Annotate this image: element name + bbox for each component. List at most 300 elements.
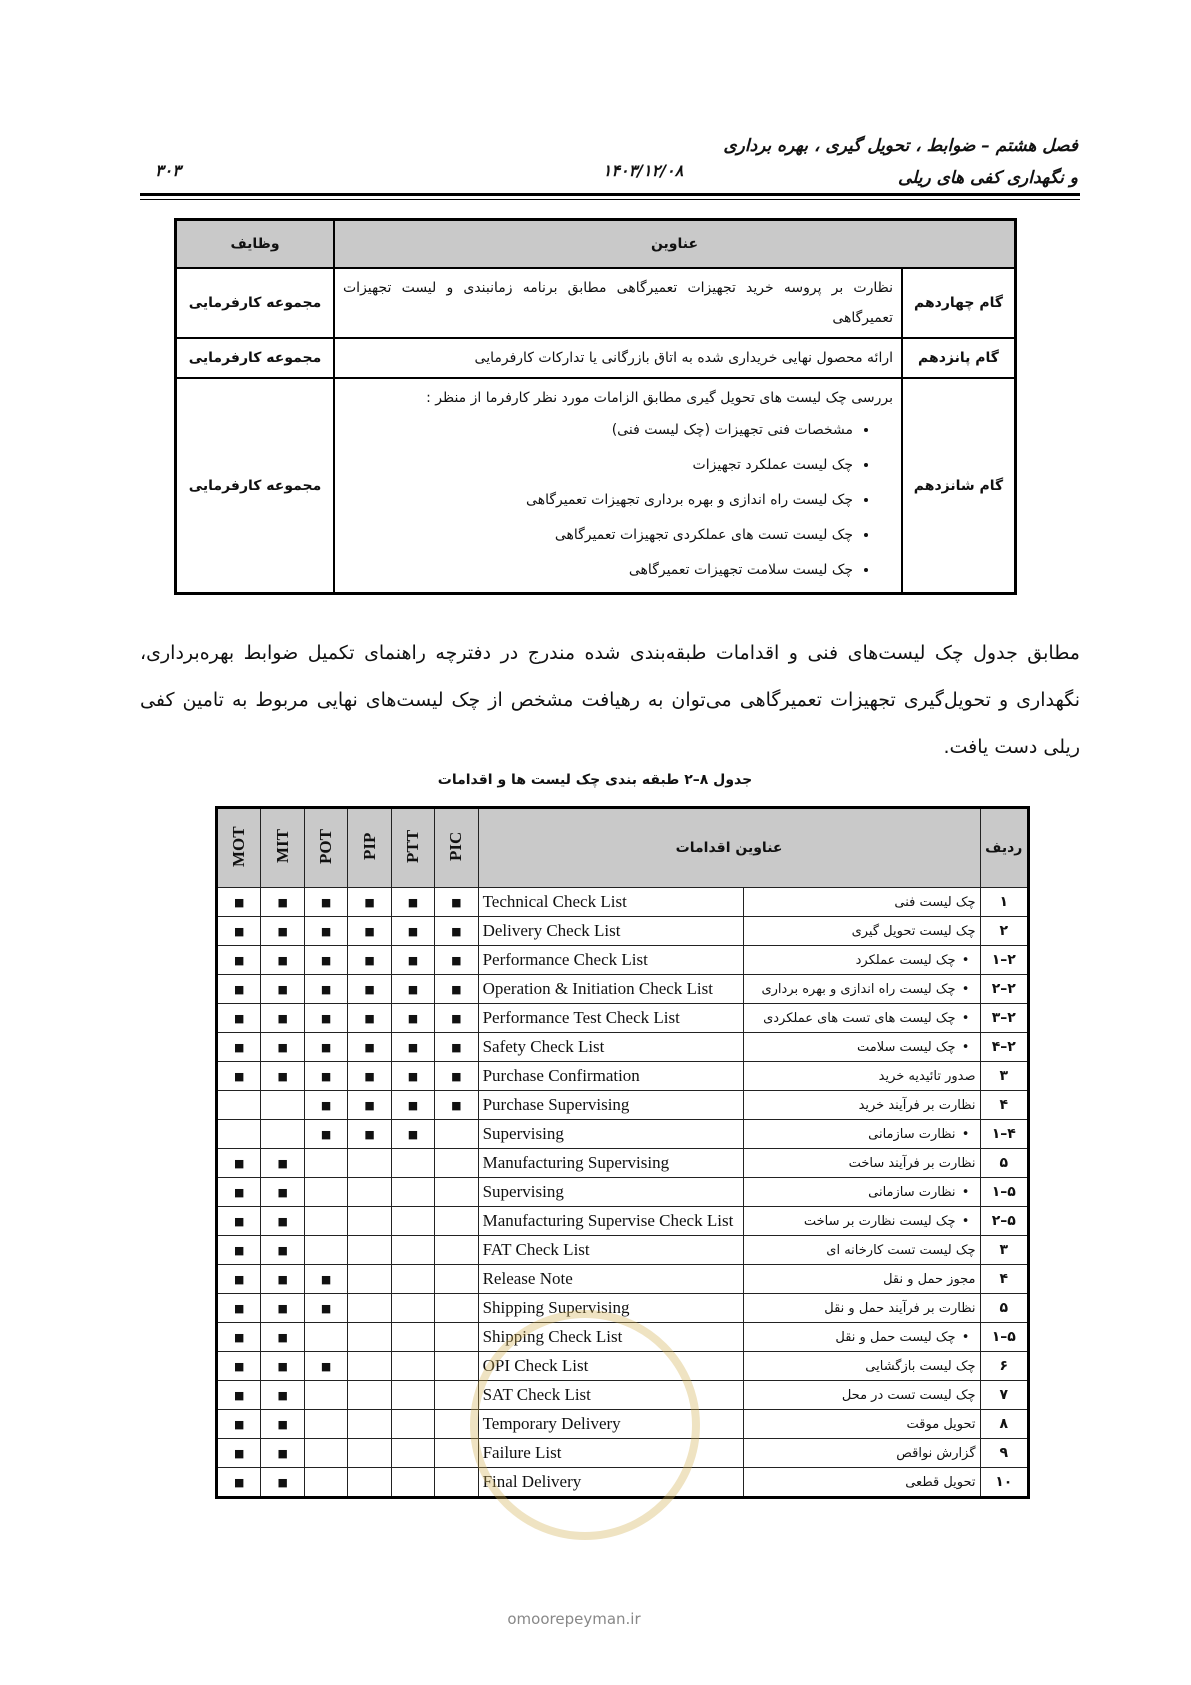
role-cell bbox=[304, 1004, 347, 1033]
role-cell bbox=[217, 1207, 261, 1236]
check-mark-icon: ■ bbox=[320, 1069, 332, 1083]
role-cell bbox=[348, 975, 391, 1004]
check-mark-icon: ■ bbox=[320, 1359, 332, 1373]
role-cell bbox=[435, 917, 478, 946]
check-mark-icon: ■ bbox=[407, 895, 419, 909]
check-mark-icon: ■ bbox=[277, 924, 288, 938]
role-cell bbox=[391, 1410, 434, 1439]
check-mark-icon: ■ bbox=[234, 1069, 245, 1083]
row-number: ۴ bbox=[980, 1091, 1028, 1120]
checklist-table-header bbox=[217, 808, 1029, 888]
role-cell bbox=[217, 1323, 261, 1352]
role-cell bbox=[304, 1178, 347, 1207]
role-cell bbox=[348, 1439, 391, 1468]
check-mark-icon: ■ bbox=[451, 1098, 462, 1112]
action-title-en: Operation & Initiation Check List bbox=[478, 975, 744, 1004]
role-cell bbox=[217, 1381, 261, 1410]
bullet-icon: • bbox=[961, 1329, 970, 1345]
role-cell bbox=[261, 1004, 304, 1033]
role-cell bbox=[217, 1236, 261, 1265]
check-mark-icon: ■ bbox=[407, 924, 419, 938]
role-col-header bbox=[217, 808, 261, 888]
check-mark-icon: ■ bbox=[277, 1011, 288, 1025]
check-mark-icon: ■ bbox=[364, 953, 375, 967]
table-row bbox=[217, 1062, 1029, 1091]
col-titles-header: عناوین bbox=[334, 220, 1016, 269]
check-mark-icon: ■ bbox=[277, 953, 288, 967]
role-cell bbox=[304, 975, 347, 1004]
action-title-en: Purchase Confirmation bbox=[478, 1062, 744, 1091]
check-mark-icon: ■ bbox=[320, 1098, 332, 1112]
check-mark-icon: ■ bbox=[407, 1098, 419, 1112]
check-mark-icon: ■ bbox=[277, 895, 288, 909]
step-description bbox=[334, 378, 902, 594]
role-col-label: PIC bbox=[446, 831, 466, 862]
bullet-icon: • bbox=[961, 1184, 970, 1200]
check-mark-icon: ■ bbox=[234, 1330, 245, 1344]
role-cell bbox=[304, 917, 347, 946]
role-cell bbox=[304, 1236, 347, 1265]
check-mark-icon: ■ bbox=[320, 895, 332, 909]
role-cell bbox=[348, 1323, 391, 1352]
check-mark-icon: ■ bbox=[320, 953, 332, 967]
row-number: ۳ bbox=[980, 1236, 1028, 1265]
role-col-label: PIP bbox=[359, 832, 379, 861]
role-cell bbox=[304, 1381, 347, 1410]
action-title-fa-text: چک لیست حمل و نقل bbox=[835, 1329, 956, 1345]
action-title-en: FAT Check List bbox=[478, 1236, 744, 1265]
check-mark-icon: ■ bbox=[364, 924, 375, 938]
role-cell bbox=[261, 1410, 304, 1439]
action-title-fa-text: نظارت بر فرآیند خرید bbox=[858, 1097, 976, 1113]
role-cell bbox=[391, 1294, 434, 1323]
check-mark-icon: ■ bbox=[277, 1243, 288, 1257]
role-cell bbox=[435, 1120, 478, 1149]
steps-table-header bbox=[176, 220, 1016, 269]
check-mark-icon: ■ bbox=[234, 1040, 245, 1054]
row-number: ۷ bbox=[980, 1381, 1028, 1410]
check-mark-icon: ■ bbox=[234, 1475, 245, 1489]
action-title-fa-text: چک لیست فنی bbox=[894, 894, 976, 910]
table-row bbox=[217, 917, 1029, 946]
step-bullet-item: • چک لیست راه اندازی و بهره برداری تجهیزات تعمیرگاهی bbox=[343, 483, 853, 518]
action-title-en: Technical Check List bbox=[478, 888, 744, 917]
action-title-en: Temporary Delivery bbox=[478, 1410, 744, 1439]
role-col-header bbox=[391, 808, 434, 888]
role-cell bbox=[217, 1468, 261, 1498]
check-mark-icon: ■ bbox=[320, 924, 332, 938]
role-cell bbox=[217, 888, 261, 917]
action-title-fa-text: چک لیست راه اندازی و بهره برداری bbox=[761, 981, 956, 997]
step-name: گام چهاردهم bbox=[902, 268, 1016, 338]
action-title-fa-text: چک لیست نظارت بر ساخت bbox=[803, 1213, 956, 1229]
role-col-label: MIT bbox=[272, 829, 292, 864]
row-number: ۲–۴ bbox=[980, 1033, 1028, 1062]
role-col-label: POT bbox=[316, 829, 336, 864]
step-bullet-item: • چک لیست تست های عملکردی تجهیزات تعمیرگاهی bbox=[343, 518, 853, 553]
action-title-fa bbox=[744, 1468, 980, 1498]
check-mark-icon: ■ bbox=[277, 1417, 288, 1431]
check-mark-icon: ■ bbox=[451, 1011, 462, 1025]
check-mark-icon: ■ bbox=[451, 982, 462, 996]
row-number: ۲–۱ bbox=[980, 946, 1028, 975]
row-number: ۲–۲ bbox=[980, 975, 1028, 1004]
role-cell bbox=[217, 1033, 261, 1062]
action-title-fa-text: صدور تائیدیه خرید bbox=[878, 1068, 976, 1084]
check-mark-icon: ■ bbox=[451, 895, 462, 909]
role-cell bbox=[435, 1033, 478, 1062]
role-cell bbox=[435, 1236, 478, 1265]
role-cell bbox=[435, 1149, 478, 1178]
step-name: گام شانزدهم bbox=[902, 378, 1016, 594]
action-title-en: Supervising bbox=[478, 1178, 744, 1207]
row-number: ۳ bbox=[980, 1062, 1028, 1091]
action-title-fa-text: چک لیست سلامت bbox=[856, 1039, 956, 1055]
step-row bbox=[176, 378, 1016, 594]
action-title-fa-text: تحویل قطعی bbox=[905, 1474, 976, 1490]
role-cell bbox=[261, 1091, 304, 1120]
role-cell bbox=[391, 888, 434, 917]
action-title-en: Delivery Check List bbox=[478, 917, 744, 946]
role-cell bbox=[217, 1265, 261, 1294]
check-mark-icon: ■ bbox=[234, 1301, 245, 1315]
role-cell bbox=[304, 1468, 347, 1498]
role-cell bbox=[348, 1178, 391, 1207]
col-duties-header: وظایف bbox=[176, 220, 335, 269]
table-row bbox=[217, 888, 1029, 917]
role-cell bbox=[391, 1323, 434, 1352]
role-cell bbox=[391, 975, 434, 1004]
check-mark-icon: ■ bbox=[234, 1359, 245, 1373]
role-cell bbox=[217, 1439, 261, 1468]
check-mark-icon: ■ bbox=[277, 1359, 288, 1373]
body-paragraph: مطابق جدول چک لیست‌های فنی و اقدامات طبقه‌بندی شده مندرج در دفترچه راهنمای تکمیل ضوابط بهره‌برداری، نگهداری و تحویل‌گیری تجهیزات تعمیرگاهی می‌توان به رهیافت مشخص از چک لیست‌های نهایی مربوط به تامین کفی ریلی دست یافت. bbox=[140, 642, 1080, 758]
check-mark-icon: ■ bbox=[277, 1069, 288, 1083]
row-number: ۴ bbox=[980, 1265, 1028, 1294]
action-title-fa bbox=[744, 1091, 980, 1120]
role-cell bbox=[348, 946, 391, 975]
role-cell bbox=[348, 1468, 391, 1498]
action-title-en: SAT Check List bbox=[478, 1381, 744, 1410]
role-cell bbox=[304, 1294, 347, 1323]
role-cell bbox=[348, 1120, 391, 1149]
step-description: نظارت بر پروسه خرید تجهیزات تعمیرگاهی مطابق برنامه زمانبندی و لیست تجهیزات تعمیرگاهی bbox=[334, 268, 902, 338]
role-cell bbox=[261, 1236, 304, 1265]
chapter-title-line2: و نگهداری کفی های ریلی bbox=[897, 168, 1078, 188]
action-title-fa bbox=[744, 975, 980, 1004]
role-cell bbox=[217, 1091, 261, 1120]
role-cell bbox=[435, 1352, 478, 1381]
action-title-en: Shipping Supervising bbox=[478, 1294, 744, 1323]
action-title-fa bbox=[744, 1120, 980, 1149]
check-mark-icon: ■ bbox=[277, 1040, 288, 1054]
role-cell bbox=[304, 1091, 347, 1120]
role-cell bbox=[435, 1178, 478, 1207]
role-col-header bbox=[435, 808, 478, 888]
action-title-en: Performance Test Check List bbox=[478, 1004, 744, 1033]
role-cell bbox=[435, 1294, 478, 1323]
role-cell bbox=[435, 1207, 478, 1236]
role-cell bbox=[391, 1381, 434, 1410]
check-mark-icon: ■ bbox=[451, 1069, 462, 1083]
action-title-fa bbox=[744, 1207, 980, 1236]
col-row-header: ردیف bbox=[980, 808, 1028, 888]
row-number: ۴–۱ bbox=[980, 1120, 1028, 1149]
check-mark-icon: ■ bbox=[364, 1127, 375, 1141]
role-cell bbox=[391, 1236, 434, 1265]
role-cell bbox=[217, 1149, 261, 1178]
role-cell bbox=[391, 1033, 434, 1062]
check-mark-icon: ■ bbox=[320, 1272, 332, 1286]
role-cell bbox=[217, 1062, 261, 1091]
table-row bbox=[217, 1265, 1029, 1294]
check-mark-icon: ■ bbox=[234, 1243, 245, 1257]
check-mark-icon: ■ bbox=[234, 1011, 245, 1025]
role-cell bbox=[304, 1265, 347, 1294]
action-title-en: Manufacturing Supervise Check List bbox=[478, 1207, 744, 1236]
action-title-fa-text: چک لیست بازگشایی bbox=[865, 1358, 976, 1374]
action-title-fa bbox=[744, 1294, 980, 1323]
role-cell bbox=[391, 1178, 434, 1207]
role-cell bbox=[391, 1120, 434, 1149]
role-cell bbox=[435, 1091, 478, 1120]
action-title-fa-text: چک لیست تحویل گیری bbox=[851, 923, 976, 939]
role-cell bbox=[304, 1207, 347, 1236]
role-cell bbox=[261, 1207, 304, 1236]
row-number: ۱۰ bbox=[980, 1468, 1028, 1498]
role-cell bbox=[391, 1468, 434, 1498]
role-cell bbox=[217, 1120, 261, 1149]
action-title-fa-text: نظارت بر فرآیند حمل و نقل bbox=[824, 1300, 976, 1316]
check-mark-icon: ■ bbox=[234, 1156, 245, 1170]
role-cell bbox=[348, 917, 391, 946]
check-mark-icon: ■ bbox=[320, 1301, 332, 1315]
step-duty: مجموعه کارفرمایی bbox=[176, 338, 335, 378]
role-cell bbox=[261, 888, 304, 917]
check-mark-icon: ■ bbox=[234, 1272, 245, 1286]
row-number: ۹ bbox=[980, 1439, 1028, 1468]
steps-table bbox=[174, 218, 1017, 595]
page-number: ۳۰۳ bbox=[155, 161, 181, 180]
check-mark-icon: ■ bbox=[320, 982, 332, 996]
action-title-en: Release Note bbox=[478, 1265, 744, 1294]
check-mark-icon: ■ bbox=[407, 1040, 419, 1054]
row-number: ۸ bbox=[980, 1410, 1028, 1439]
chapter-title-line1: فصل هشتم – ضوابط ، تحویل گیری ، بهره برداری bbox=[723, 136, 1078, 156]
action-title-fa bbox=[744, 1439, 980, 1468]
role-cell bbox=[261, 917, 304, 946]
role-cell bbox=[348, 1265, 391, 1294]
action-title-fa bbox=[744, 1265, 980, 1294]
row-number: ۵ bbox=[980, 1149, 1028, 1178]
role-cell bbox=[348, 1410, 391, 1439]
row-number: ۵–۱ bbox=[980, 1323, 1028, 1352]
step-row bbox=[176, 268, 1016, 338]
action-title-fa bbox=[744, 1381, 980, 1410]
role-cell bbox=[261, 1033, 304, 1062]
role-col-header bbox=[261, 808, 304, 888]
role-cell bbox=[217, 1004, 261, 1033]
table-row bbox=[217, 1149, 1029, 1178]
check-mark-icon: ■ bbox=[277, 1301, 288, 1315]
action-title-fa-text: مجوز حمل و نقل bbox=[883, 1271, 976, 1287]
role-cell bbox=[348, 1381, 391, 1410]
bullet-icon: • bbox=[961, 981, 970, 997]
role-cell bbox=[261, 1381, 304, 1410]
bullet-icon: • bbox=[961, 1126, 970, 1142]
check-mark-icon: ■ bbox=[234, 924, 245, 938]
action-title-fa bbox=[744, 917, 980, 946]
role-cell bbox=[304, 1410, 347, 1439]
role-cell bbox=[391, 1062, 434, 1091]
role-cell bbox=[261, 1323, 304, 1352]
role-cell bbox=[304, 1033, 347, 1062]
role-col-label: PTT bbox=[402, 829, 422, 864]
bullet-icon: • bbox=[961, 952, 970, 968]
check-mark-icon: ■ bbox=[234, 1417, 245, 1431]
watermark-seal bbox=[470, 1310, 700, 1540]
table-row bbox=[217, 1091, 1029, 1120]
role-cell bbox=[304, 946, 347, 975]
role-cell bbox=[391, 946, 434, 975]
role-cell bbox=[217, 1410, 261, 1439]
role-cell bbox=[304, 1323, 347, 1352]
role-cell bbox=[304, 1062, 347, 1091]
check-mark-icon: ■ bbox=[451, 924, 462, 938]
role-cell bbox=[391, 1004, 434, 1033]
step-duty: مجموعه کارفرمایی bbox=[176, 268, 335, 338]
table-row bbox=[217, 975, 1029, 1004]
check-mark-icon: ■ bbox=[277, 1330, 288, 1344]
bullet-icon: • bbox=[961, 1010, 970, 1026]
action-title-fa bbox=[744, 888, 980, 917]
table-caption: جدول ۸–۲ طبقه بندی چک لیست ها و اقدامات bbox=[437, 772, 753, 788]
action-title-en: Safety Check List bbox=[478, 1033, 744, 1062]
role-cell bbox=[348, 1352, 391, 1381]
check-mark-icon: ■ bbox=[234, 1446, 245, 1460]
role-col-header bbox=[304, 808, 347, 888]
role-cell bbox=[435, 1265, 478, 1294]
action-title-en: Supervising bbox=[478, 1120, 744, 1149]
table-row bbox=[217, 1178, 1029, 1207]
check-mark-icon: ■ bbox=[234, 982, 245, 996]
role-cell bbox=[217, 1294, 261, 1323]
step-bullet-item: • چک لیست عملکرد تجهیزات bbox=[343, 448, 853, 483]
role-cell bbox=[348, 1236, 391, 1265]
action-title-fa bbox=[744, 1033, 980, 1062]
action-title-fa-text: گزارش نواقص bbox=[896, 1445, 976, 1461]
action-title-en: Purchase Supervising bbox=[478, 1091, 744, 1120]
role-cell bbox=[348, 888, 391, 917]
role-cell bbox=[435, 1004, 478, 1033]
check-mark-icon: ■ bbox=[364, 1011, 375, 1025]
role-cell bbox=[348, 1149, 391, 1178]
action-title-fa-text: چک لیست عملکرد bbox=[855, 952, 956, 968]
step-name: گام پانزدهم bbox=[902, 338, 1016, 378]
role-cell bbox=[261, 1120, 304, 1149]
role-cell bbox=[304, 1352, 347, 1381]
role-cell bbox=[261, 1178, 304, 1207]
bullet-icon: • bbox=[961, 1213, 970, 1229]
action-title-fa bbox=[744, 1004, 980, 1033]
check-mark-icon: ■ bbox=[234, 1388, 245, 1402]
role-cell bbox=[261, 1352, 304, 1381]
role-cell bbox=[217, 1178, 261, 1207]
role-cell bbox=[304, 888, 347, 917]
check-mark-icon: ■ bbox=[234, 953, 245, 967]
role-cell bbox=[435, 975, 478, 1004]
role-cell bbox=[217, 946, 261, 975]
action-title-en: OPI Check List bbox=[478, 1352, 744, 1381]
action-title-fa-text: نظارت بر فرآیند ساخت bbox=[848, 1155, 976, 1171]
action-title-en: Shipping Check List bbox=[478, 1323, 744, 1352]
role-cell bbox=[435, 946, 478, 975]
check-mark-icon: ■ bbox=[407, 953, 419, 967]
check-mark-icon: ■ bbox=[234, 1185, 245, 1199]
role-cell bbox=[391, 1149, 434, 1178]
check-mark-icon: ■ bbox=[451, 953, 462, 967]
table-row bbox=[217, 1033, 1029, 1062]
action-title-fa bbox=[744, 1410, 980, 1439]
role-cell bbox=[261, 1149, 304, 1178]
action-title-fa-text: چک لیست تست کارخانه ای bbox=[826, 1242, 976, 1258]
row-number: ۲–۳ bbox=[980, 1004, 1028, 1033]
step-bullet-list bbox=[343, 413, 893, 588]
action-title-en: Manufacturing Supervising bbox=[478, 1149, 744, 1178]
check-mark-icon: ■ bbox=[364, 982, 375, 996]
row-number: ۶ bbox=[980, 1352, 1028, 1381]
check-mark-icon: ■ bbox=[407, 1127, 419, 1141]
role-cell bbox=[348, 1294, 391, 1323]
check-mark-icon: ■ bbox=[407, 1069, 419, 1083]
row-number: ۵–۲ bbox=[980, 1207, 1028, 1236]
row-number: ۵–۱ bbox=[980, 1178, 1028, 1207]
role-cell bbox=[304, 1120, 347, 1149]
check-mark-icon: ■ bbox=[364, 1098, 375, 1112]
role-cell bbox=[217, 1352, 261, 1381]
action-title-fa bbox=[744, 1062, 980, 1091]
check-mark-icon: ■ bbox=[364, 1069, 375, 1083]
table-row bbox=[217, 1120, 1029, 1149]
check-mark-icon: ■ bbox=[407, 982, 419, 996]
header-rule-thin bbox=[140, 199, 1080, 200]
step-bullet-item: • مشخصات فنی تجهیزات (چک لیست فنی) bbox=[343, 413, 853, 448]
action-title-fa-text: نظارت سازمانی bbox=[868, 1126, 956, 1142]
watermark-text: omoorepeyman.ir bbox=[507, 1610, 641, 1628]
check-mark-icon: ■ bbox=[277, 1388, 288, 1402]
step-duty: مجموعه کارفرمایی bbox=[176, 378, 335, 594]
row-number: ۱ bbox=[980, 888, 1028, 917]
row-number: ۲ bbox=[980, 917, 1028, 946]
role-cell bbox=[261, 946, 304, 975]
role-cell bbox=[261, 1265, 304, 1294]
check-mark-icon: ■ bbox=[234, 1214, 245, 1228]
action-title-fa-text: چک لیست تست در محل bbox=[841, 1387, 976, 1403]
header-rule-thick bbox=[140, 193, 1080, 196]
action-title-en: Final Delivery bbox=[478, 1468, 744, 1498]
role-col-label: MOT bbox=[229, 826, 249, 867]
action-title-en: Performance Check List bbox=[478, 946, 744, 975]
role-cell bbox=[304, 1149, 347, 1178]
check-mark-icon: ■ bbox=[277, 1475, 288, 1489]
check-mark-icon: ■ bbox=[320, 1011, 332, 1025]
role-cell bbox=[348, 1004, 391, 1033]
role-col-header bbox=[348, 808, 391, 888]
check-mark-icon: ■ bbox=[364, 895, 375, 909]
step-description: ارائه محصول نهایی خریداری شده به اتاق بازرگانی یا تدارکات کارفرمایی bbox=[334, 338, 902, 378]
table-row bbox=[217, 946, 1029, 975]
role-cell bbox=[391, 1439, 434, 1468]
